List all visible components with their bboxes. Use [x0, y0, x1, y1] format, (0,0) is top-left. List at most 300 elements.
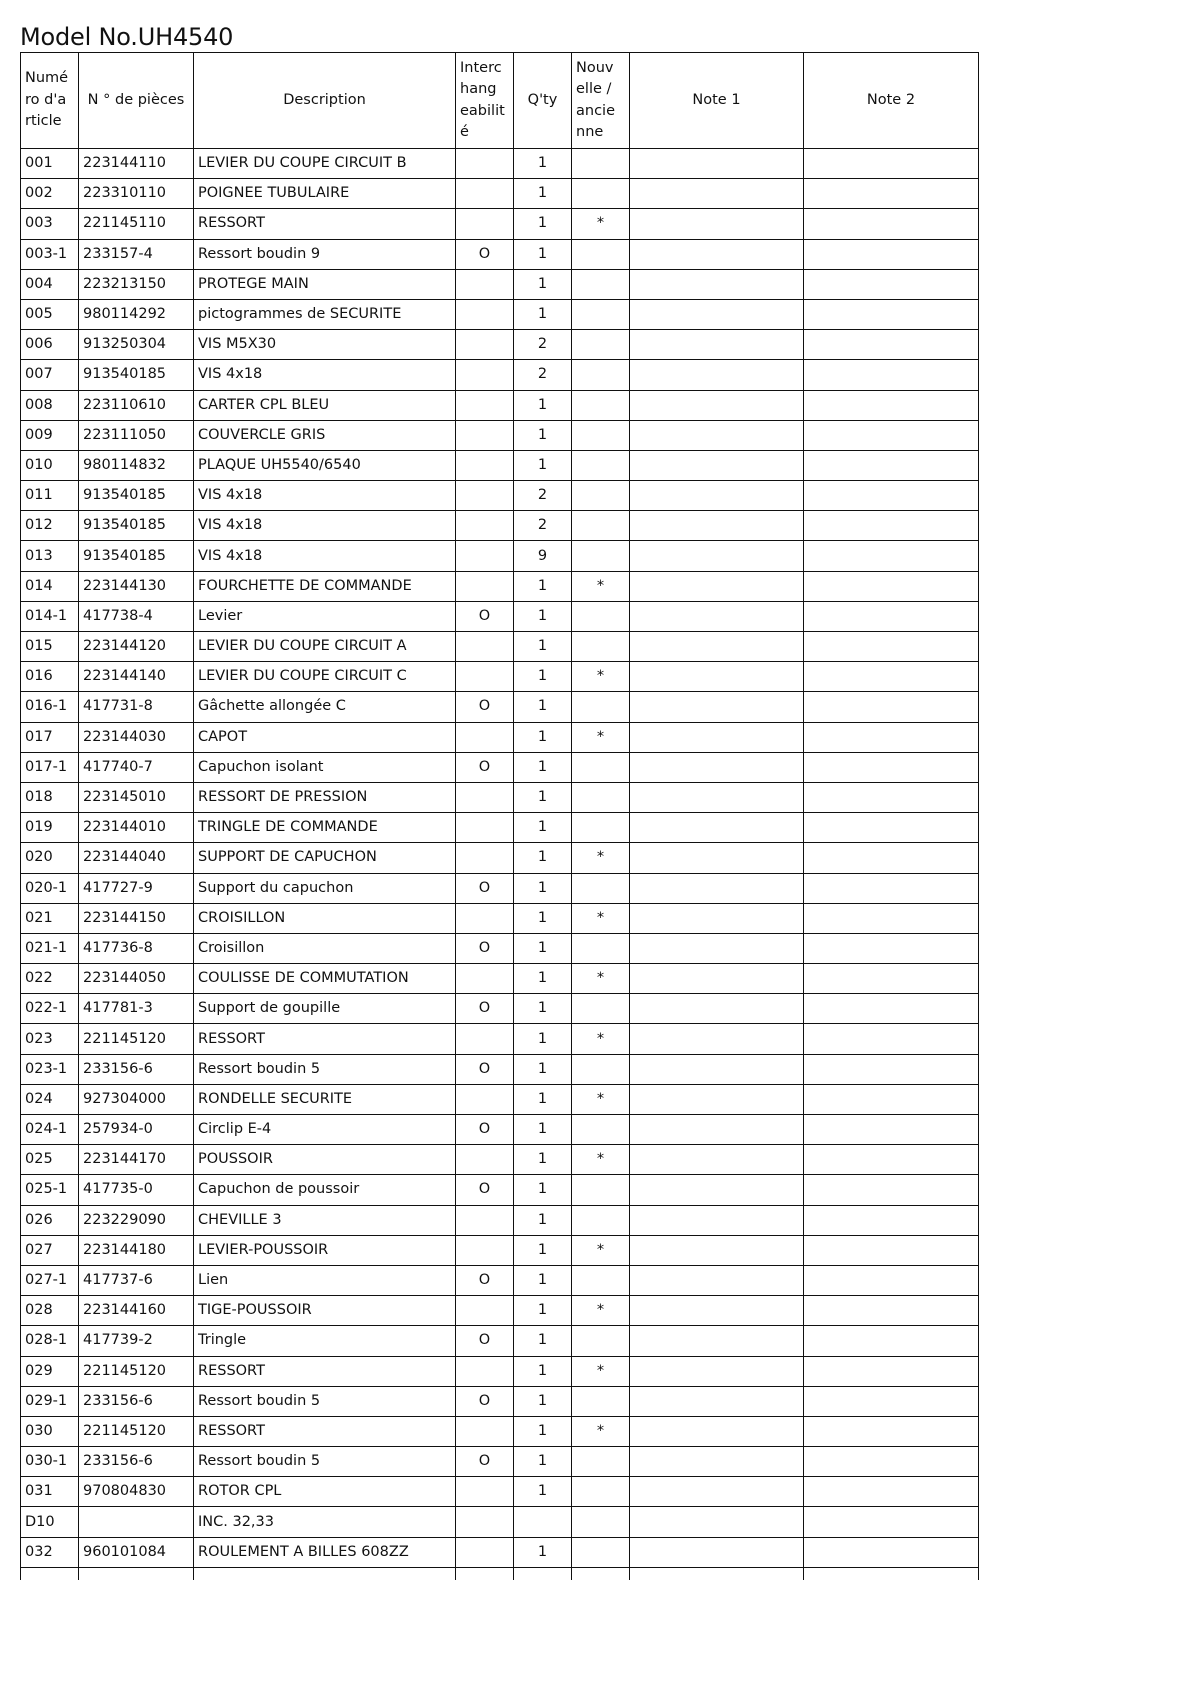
cell-note2: [804, 1145, 979, 1175]
cell-note2: [804, 1447, 979, 1477]
cell-note2: [804, 299, 979, 329]
table-row: [21, 299, 979, 329]
cell-new-old: [572, 692, 630, 722]
cell-quantity: 1: [514, 269, 572, 299]
cell-note2: [804, 933, 979, 963]
cell-part-number: [79, 1507, 194, 1537]
table-row: [21, 179, 979, 209]
cell-item-number: 020-1: [21, 873, 79, 903]
cell-description: CARTER CPL BLEU: [194, 390, 456, 420]
cell-note1: [630, 662, 804, 692]
cell-new-old: [572, 330, 630, 360]
cell-interchangeability: [456, 511, 514, 541]
cell-description: VIS 4x18: [194, 360, 456, 390]
cell-quantity: 1: [514, 1145, 572, 1175]
col-header-description: Description: [194, 53, 456, 149]
cell-item-number: 030-1: [21, 1447, 79, 1477]
cell-part-number: 223213150: [79, 269, 194, 299]
cell-interchangeability: O: [456, 601, 514, 631]
cell-new-old: *: [572, 1024, 630, 1054]
cell-quantity: 1: [514, 390, 572, 420]
cell-note1: [630, 1356, 804, 1386]
cell-note1: [630, 933, 804, 963]
table-row: [21, 1084, 979, 1114]
cell-description: POIGNEE TUBULAIRE: [194, 179, 456, 209]
cell-quantity: 1: [514, 1416, 572, 1446]
cell-interchangeability: [456, 1024, 514, 1054]
table-row: [21, 843, 979, 873]
cell-note2: [804, 601, 979, 631]
cell-item-number: 030: [21, 1416, 79, 1446]
cell-note2: [804, 873, 979, 903]
cell-quantity: 2: [514, 511, 572, 541]
page-title: Model No.UH4540: [20, 23, 234, 51]
cell-part-number: 233156-6: [79, 1054, 194, 1084]
cell-part-number: 223144110: [79, 149, 194, 179]
cell-part-number: 970804830: [79, 1477, 194, 1507]
parts-table: [20, 52, 979, 1580]
cell-interchangeability: [456, 360, 514, 390]
cell-item-number: 011: [21, 481, 79, 511]
cell-item-number: 026: [21, 1205, 79, 1235]
cell-interchangeability: [456, 330, 514, 360]
table-row: [21, 330, 979, 360]
cell-item-number: 023: [21, 1024, 79, 1054]
table-row: [21, 692, 979, 722]
cell-new-old: *: [572, 903, 630, 933]
cell-description: CHEVILLE 3: [194, 1205, 456, 1235]
cell-description: Ressort boudin 5: [194, 1054, 456, 1084]
col-header-part: N ° de pièces: [79, 53, 194, 149]
cell-note2: [804, 813, 979, 843]
cell-note2: [804, 994, 979, 1024]
cell-note1: [630, 1175, 804, 1205]
cell-note2: [804, 450, 979, 480]
cell-item-number: 021: [21, 903, 79, 933]
cell-note2: [804, 1416, 979, 1446]
cell-part-number: 417737-6: [79, 1265, 194, 1295]
cell-item-number: 017-1: [21, 752, 79, 782]
cell-note1: [630, 1477, 804, 1507]
cell-new-old: *: [572, 1235, 630, 1265]
cell-description: LEVIER DU COUPE CIRCUIT B: [194, 149, 456, 179]
cell-note2: [804, 752, 979, 782]
cell-empty: [194, 1567, 456, 1580]
cell-interchangeability: [456, 179, 514, 209]
cell-interchangeability: [456, 782, 514, 812]
cell-interchangeability: O: [456, 1326, 514, 1356]
cell-item-number: 002: [21, 179, 79, 209]
cell-note2: [804, 360, 979, 390]
cell-description: Capuchon de poussoir: [194, 1175, 456, 1205]
cell-note1: [630, 541, 804, 571]
col-header-interchangeability: Interc hang eabilit é: [456, 53, 514, 149]
cell-description: Support du capuchon: [194, 873, 456, 903]
cell-new-old: *: [572, 1356, 630, 1386]
cell-description: Gâchette allongée C: [194, 692, 456, 722]
cell-note1: [630, 360, 804, 390]
cell-quantity: 1: [514, 1205, 572, 1235]
cell-note1: [630, 722, 804, 752]
cell-new-old: [572, 782, 630, 812]
cell-description: SUPPORT DE CAPUCHON: [194, 843, 456, 873]
cell-part-number: 913540185: [79, 481, 194, 511]
cell-part-number: 223145010: [79, 782, 194, 812]
cell-new-old: [572, 481, 630, 511]
cell-description: RONDELLE SECURITE: [194, 1084, 456, 1114]
cell-interchangeability: O: [456, 1386, 514, 1416]
table-row: [21, 390, 979, 420]
cell-note1: [630, 843, 804, 873]
cell-part-number: 221145110: [79, 209, 194, 239]
cell-note2: [804, 1326, 979, 1356]
cell-new-old: [572, 1537, 630, 1567]
cell-part-number: 417740-7: [79, 752, 194, 782]
cell-description: VIS 4x18: [194, 481, 456, 511]
table-row: [21, 752, 979, 782]
cell-quantity: 1: [514, 1477, 572, 1507]
cell-part-number: 223144040: [79, 843, 194, 873]
cell-new-old: [572, 1265, 630, 1295]
cell-new-old: [572, 1175, 630, 1205]
cell-note1: [630, 782, 804, 812]
cell-new-old: *: [572, 209, 630, 239]
cell-item-number: 010: [21, 450, 79, 480]
cell-note1: [630, 571, 804, 601]
table-row: [21, 873, 979, 903]
table-row: [21, 1507, 979, 1537]
cell-item-number: 014-1: [21, 601, 79, 631]
cell-quantity: 9: [514, 541, 572, 571]
cell-item-number: 013: [21, 541, 79, 571]
cell-quantity: 1: [514, 1296, 572, 1326]
table-row: [21, 662, 979, 692]
cell-description: POUSSOIR: [194, 1145, 456, 1175]
cell-interchangeability: [456, 964, 514, 994]
cell-description: Capuchon isolant: [194, 752, 456, 782]
cell-new-old: *: [572, 722, 630, 752]
cell-quantity: 1: [514, 722, 572, 752]
cell-note1: [630, 420, 804, 450]
cell-new-old: [572, 269, 630, 299]
cell-part-number: 417781-3: [79, 994, 194, 1024]
parts-table-body: [21, 149, 979, 1580]
cell-quantity: 2: [514, 330, 572, 360]
cell-part-number: 223144010: [79, 813, 194, 843]
cell-interchangeability: [456, 571, 514, 601]
cell-note1: [630, 1235, 804, 1265]
cell-item-number: 023-1: [21, 1054, 79, 1084]
cell-item-number: 022-1: [21, 994, 79, 1024]
cell-note1: [630, 239, 804, 269]
cell-quantity: 1: [514, 873, 572, 903]
col-header-qty: Q'ty: [514, 53, 572, 149]
table-row: [21, 1296, 979, 1326]
cell-interchangeability: [456, 722, 514, 752]
cell-interchangeability: [456, 1296, 514, 1326]
cell-interchangeability: O: [456, 933, 514, 963]
cell-note1: [630, 632, 804, 662]
cell-part-number: 233156-6: [79, 1386, 194, 1416]
cell-quantity: 1: [514, 1356, 572, 1386]
table-row: [21, 903, 979, 933]
cell-quantity: 1: [514, 1175, 572, 1205]
cell-part-number: 223310110: [79, 179, 194, 209]
cell-description: PLAQUE UH5540/6540: [194, 450, 456, 480]
cell-quantity: 1: [514, 813, 572, 843]
cell-note1: [630, 1537, 804, 1567]
cell-quantity: 2: [514, 360, 572, 390]
cell-interchangeability: [456, 813, 514, 843]
cell-new-old: [572, 541, 630, 571]
cell-new-old: [572, 994, 630, 1024]
cell-item-number: 031: [21, 1477, 79, 1507]
cell-note2: [804, 209, 979, 239]
cell-interchangeability: [456, 450, 514, 480]
cell-item-number: 018: [21, 782, 79, 812]
cell-note2: [804, 1054, 979, 1084]
cell-interchangeability: O: [456, 1265, 514, 1295]
cell-note1: [630, 1205, 804, 1235]
cell-new-old: [572, 1326, 630, 1356]
table-row: [21, 1447, 979, 1477]
cell-interchangeability: O: [456, 873, 514, 903]
cell-description: ROULEMENT A BILLES 608ZZ: [194, 1537, 456, 1567]
cell-note2: [804, 541, 979, 571]
cell-description: FOURCHETTE DE COMMANDE: [194, 571, 456, 601]
table-row: [21, 1024, 979, 1054]
cell-interchangeability: [456, 1145, 514, 1175]
cell-description: COULISSE DE COMMUTATION: [194, 964, 456, 994]
cell-part-number: 913540185: [79, 360, 194, 390]
cell-description: Ressort boudin 9: [194, 239, 456, 269]
table-row: [21, 994, 979, 1024]
cell-quantity: 1: [514, 1054, 572, 1084]
table-row: [21, 1416, 979, 1446]
cell-part-number: 223144170: [79, 1145, 194, 1175]
cell-interchangeability: [456, 632, 514, 662]
cell-note1: [630, 149, 804, 179]
cell-interchangeability: [456, 903, 514, 933]
cell-note1: [630, 1447, 804, 1477]
cell-part-number: 223144030: [79, 722, 194, 752]
cell-item-number: 027: [21, 1235, 79, 1265]
cell-note1: [630, 1326, 804, 1356]
cell-part-number: 223144160: [79, 1296, 194, 1326]
cell-item-number: 027-1: [21, 1265, 79, 1295]
cell-note2: [804, 239, 979, 269]
cell-description: TIGE-POUSSOIR: [194, 1296, 456, 1326]
cell-note2: [804, 1386, 979, 1416]
cell-note1: [630, 330, 804, 360]
cell-note2: [804, 843, 979, 873]
cell-new-old: *: [572, 964, 630, 994]
cell-item-number: 028-1: [21, 1326, 79, 1356]
table-row: [21, 1175, 979, 1205]
cell-note2: [804, 903, 979, 933]
cell-note2: [804, 1265, 979, 1295]
cell-part-number: 417739-2: [79, 1326, 194, 1356]
cell-quantity: 2: [514, 481, 572, 511]
cell-description: Circlip E-4: [194, 1115, 456, 1145]
cell-description: ROTOR CPL: [194, 1477, 456, 1507]
cell-item-number: 032: [21, 1537, 79, 1567]
cell-part-number: 223144050: [79, 964, 194, 994]
cell-note1: [630, 1084, 804, 1114]
cell-empty: [21, 1567, 79, 1580]
cell-quantity: 1: [514, 994, 572, 1024]
cell-description: Tringle: [194, 1326, 456, 1356]
cell-description: RESSORT: [194, 1416, 456, 1446]
cell-description: RESSORT DE PRESSION: [194, 782, 456, 812]
cell-part-number: 223144120: [79, 632, 194, 662]
cell-item-number: 003: [21, 209, 79, 239]
cell-part-number: 233156-6: [79, 1447, 194, 1477]
table-row: [21, 450, 979, 480]
cell-quantity: 1: [514, 1115, 572, 1145]
cell-quantity: 1: [514, 752, 572, 782]
cell-quantity: 1: [514, 1537, 572, 1567]
table-row: [21, 420, 979, 450]
table-row: [21, 149, 979, 179]
cell-description: LEVIER DU COUPE CIRCUIT A: [194, 632, 456, 662]
cell-part-number: 221145120: [79, 1024, 194, 1054]
cell-interchangeability: O: [456, 239, 514, 269]
cell-part-number: 913540185: [79, 511, 194, 541]
cell-empty: [79, 1567, 194, 1580]
table-row: [21, 1054, 979, 1084]
table-row: [21, 481, 979, 511]
cell-item-number: 025-1: [21, 1175, 79, 1205]
header-row: [21, 53, 979, 149]
cell-new-old: [572, 299, 630, 329]
table-row: [21, 571, 979, 601]
cell-interchangeability: [456, 209, 514, 239]
cell-note1: [630, 994, 804, 1024]
cell-new-old: [572, 752, 630, 782]
cell-quantity: 1: [514, 179, 572, 209]
cell-quantity: 1: [514, 1265, 572, 1295]
table-row-continuation: [21, 1567, 979, 1580]
table-row: [21, 1477, 979, 1507]
table-row: [21, 1145, 979, 1175]
table-row: [21, 1115, 979, 1145]
cell-new-old: [572, 179, 630, 209]
cell-quantity: 1: [514, 964, 572, 994]
cell-part-number: 417731-8: [79, 692, 194, 722]
cell-description: RESSORT: [194, 1024, 456, 1054]
cell-note1: [630, 873, 804, 903]
cell-interchangeability: [456, 420, 514, 450]
cell-part-number: 233157-4: [79, 239, 194, 269]
cell-interchangeability: [456, 1416, 514, 1446]
cell-note1: [630, 601, 804, 631]
cell-quantity: 1: [514, 692, 572, 722]
cell-item-number: 012: [21, 511, 79, 541]
cell-quantity: 1: [514, 1447, 572, 1477]
cell-interchangeability: O: [456, 1054, 514, 1084]
cell-note2: [804, 1175, 979, 1205]
cell-interchangeability: [456, 1477, 514, 1507]
cell-description: Levier: [194, 601, 456, 631]
table-row: [21, 1205, 979, 1235]
cell-quantity: 1: [514, 571, 572, 601]
cell-note2: [804, 662, 979, 692]
cell-new-old: [572, 390, 630, 420]
cell-empty: [456, 1567, 514, 1580]
cell-note2: [804, 330, 979, 360]
cell-note1: [630, 1054, 804, 1084]
cell-new-old: [572, 420, 630, 450]
cell-new-old: *: [572, 1296, 630, 1326]
col-header-note2: Note 2: [804, 53, 979, 149]
cell-quantity: 1: [514, 1084, 572, 1114]
cell-description: INC. 32,33: [194, 1507, 456, 1537]
cell-new-old: *: [572, 662, 630, 692]
cell-note1: [630, 450, 804, 480]
cell-note2: [804, 1024, 979, 1054]
cell-note1: [630, 813, 804, 843]
cell-quantity: 1: [514, 782, 572, 812]
cell-note2: [804, 722, 979, 752]
cell-interchangeability: [456, 1205, 514, 1235]
cell-new-old: [572, 1054, 630, 1084]
cell-interchangeability: O: [456, 1115, 514, 1145]
cell-new-old: [572, 1205, 630, 1235]
table-row: [21, 813, 979, 843]
cell-note2: [804, 1507, 979, 1537]
table-row: [21, 511, 979, 541]
cell-new-old: [572, 813, 630, 843]
cell-note1: [630, 1386, 804, 1416]
cell-note1: [630, 903, 804, 933]
cell-new-old: [572, 873, 630, 903]
cell-note1: [630, 752, 804, 782]
cell-new-old: [572, 601, 630, 631]
cell-new-old: [572, 149, 630, 179]
cell-new-old: [572, 511, 630, 541]
cell-note2: [804, 782, 979, 812]
cell-interchangeability: [456, 1537, 514, 1567]
cell-item-number: 016-1: [21, 692, 79, 722]
cell-item-number: 006: [21, 330, 79, 360]
cell-new-old: [572, 1447, 630, 1477]
cell-new-old: [572, 239, 630, 269]
cell-note2: [804, 481, 979, 511]
cell-note2: [804, 511, 979, 541]
cell-interchangeability: [456, 843, 514, 873]
cell-item-number: 025: [21, 1145, 79, 1175]
table-row: [21, 964, 979, 994]
cell-quantity: 1: [514, 662, 572, 692]
cell-description: Support de goupille: [194, 994, 456, 1024]
cell-note1: [630, 209, 804, 239]
cell-quantity: 1: [514, 299, 572, 329]
cell-note1: [630, 511, 804, 541]
table-row: [21, 360, 979, 390]
cell-interchangeability: [456, 481, 514, 511]
cell-note1: [630, 1416, 804, 1446]
cell-item-number: 007: [21, 360, 79, 390]
cell-part-number: 221145120: [79, 1356, 194, 1386]
cell-part-number: 417735-0: [79, 1175, 194, 1205]
cell-new-old: [572, 1507, 630, 1537]
cell-description: TRINGLE DE COMMANDE: [194, 813, 456, 843]
table-row: [21, 782, 979, 812]
cell-part-number: 221145120: [79, 1416, 194, 1446]
cell-note1: [630, 1507, 804, 1537]
cell-quantity: 1: [514, 209, 572, 239]
